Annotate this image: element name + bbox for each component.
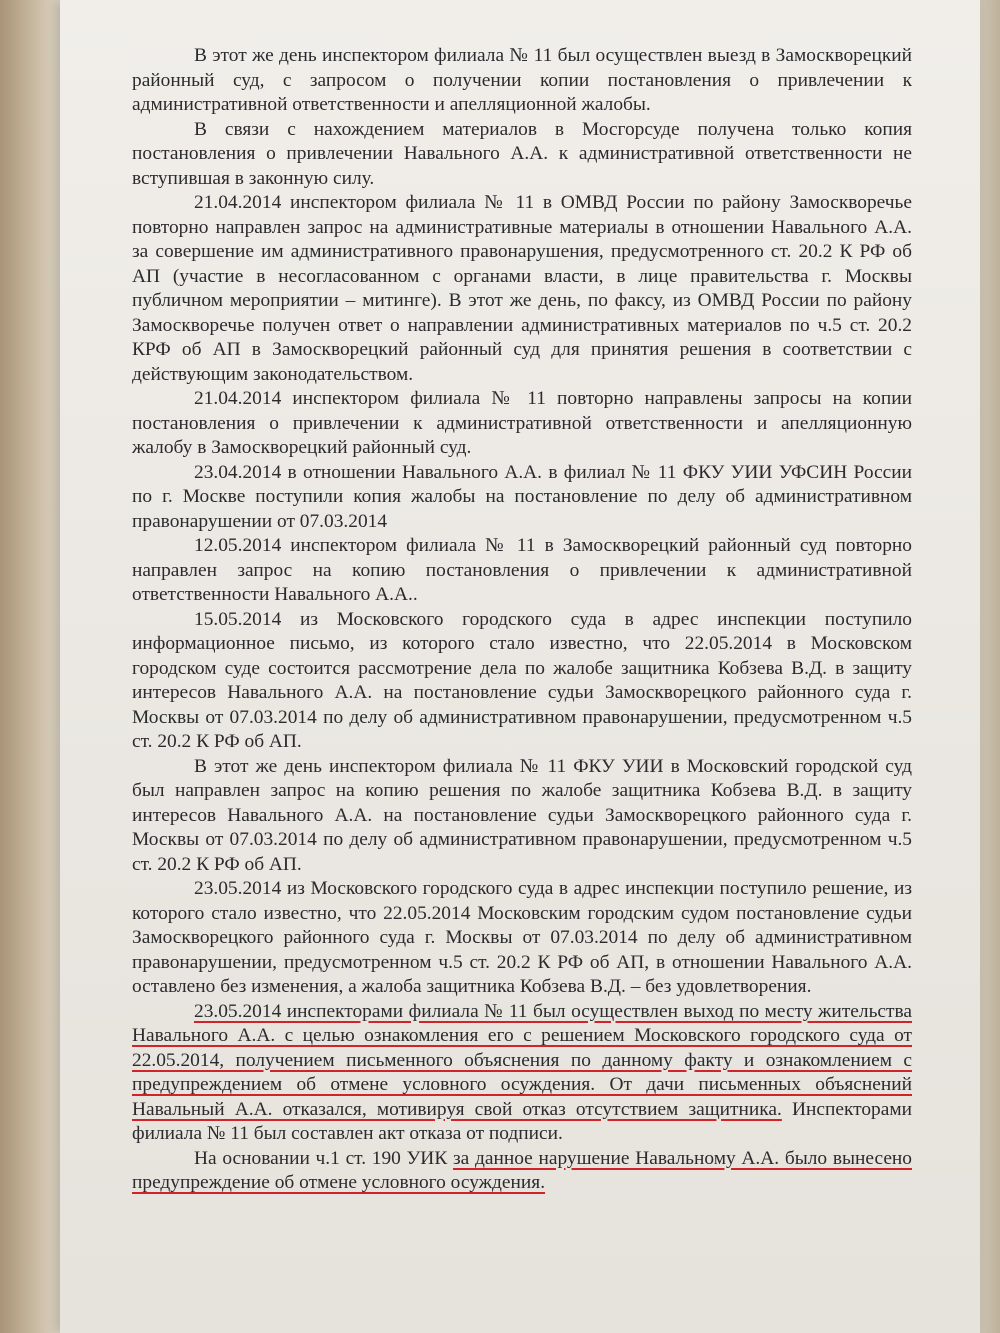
paragraph-10 bbox=[132, 1000, 912, 1147]
document-page bbox=[60, 0, 980, 1333]
paragraph-2: В связи с нахождением материалов в Мосгорсуде получена только копия постановления о привлечении Навального А.А. к административной ответственности не вступившая в законную силу. bbox=[132, 118, 912, 189]
document-body bbox=[132, 44, 912, 1196]
red-underlined-passage: 23.05.2014 инспекторами филиала № 11 был осуществлен выход по месту жительства Навального А.А. с целью ознакомления его с решением Московского городского суда от 22.05.2014, получением письменного объяснения по данному факту и ознакомлением с предупреждением об отмене условного осуждения. От дачи письменных объяснений Навальный А.А. отказался, мотивируя свой отказ отсутствием защитника. bbox=[132, 1000, 912, 1120]
paragraph-3: 21.04.2014 инспектором филиала № 11 в ОМВД России по району Замоскворечье повторно направлен запрос на административные материалы в отношении Навального А.А. за совершение им административного правонарушения, предусмотренного ст. 20.2 К РФ об АП (участие в несогласованном с органами власти, в лице правительства г. Москвы публичном мероприятии – митинге). В этот же день, по факсу, из ОМВД России по району Замоскворечье получен ответ о направлении административных материалов по ч.5 ст. 20.2 КРФ об АП в Замоскворецкий районный суд для принятия решения в соответствии с действующим законодательством. bbox=[132, 192, 912, 385]
paragraph-4: 21.04.2014 инспектором филиала № 11 повторно направлены запросы на копии постановления о привлечении к административной ответственности и апелляционную жалобу в Замоскворецкий районный суд. bbox=[132, 388, 912, 458]
paragraph-8: В этот же день инспектором филиала № 11 ФКУ УИИ в Московский городской суд был направлен запрос на копию решения по жалобе защитника Кобзева В.Д. в защиту интересов Навального А.А. на постановление судьи Замоскворецкого районного суда г. Москвы от 07.03.2014 по делу об административном правонарушении, предусмотренном ч.5 ст. 20.2 К РФ об АП. bbox=[132, 755, 912, 875]
paragraph-6: 12.05.2014 инспектором филиала № 11 в Замоскворецкий районный суд повторно направлен запрос на копию постановления о привлечении к административной ответственности Навального А.А.. bbox=[132, 535, 912, 605]
paragraph-5: 23.04.2014 в отношении Навального А.А. в филиал № 11 ФКУ УИИ УФСИН России по г. Москве поступили копия жалобы на постановление по делу об административном правонарушении от 07.03.2014 bbox=[132, 461, 912, 532]
red-underlined-conclusion: за данное нарушение Навальному А.А. было вынесено предупреждение об отмене условного осуждения. bbox=[132, 1147, 912, 1193]
paragraph-11-start: На основании ч.1 ст. 190 УИК bbox=[194, 1147, 453, 1169]
paragraph-11 bbox=[132, 1147, 912, 1196]
paragraph-9: 23.05.2014 из Московского городского суда в адрес инспекции поступило решение, из которого стало известно, что 22.05.2014 Московским городским судом постановление судьи Замоскворецкого районного суда г. Москвы от 07.03.2014 по делу об административном правонарушении, предусмотренном ч.5 ст. 20.2 К РФ об АП, в отношении Навального А.А. оставлено без изменения, а жалоба защитника Кобзева В.Д. – без удовлетворения. bbox=[132, 878, 912, 997]
paragraph-7: 15.05.2014 из Московского городского суда в адрес инспекции поступило информационное письмо, из которого стало известно, что 22.05.2014 в Московском городском суде состоится рассмотрение дела по жалобе защитника Кобзева В.Д. в защиту интересов Навального А.А. на постановление судьи Замоскворецкого районного суда г. Москвы от 07.03.2014 по делу об административном правонарушении, предусмотренном ч.5 ст. 20.2 К РФ об АП. bbox=[132, 608, 912, 752]
paragraph-10-rest: Инспекторами филиала № 11 был составлен акт отказа от подписи. bbox=[132, 1098, 912, 1144]
paragraph-1: В этот же день инспектором филиала № 11 был осуществлен выезд в Замоскворецкий районный суд, с запросом о получении копии постановления о привлечении к административной ответственности и апелляционной жалобы. bbox=[132, 45, 912, 115]
